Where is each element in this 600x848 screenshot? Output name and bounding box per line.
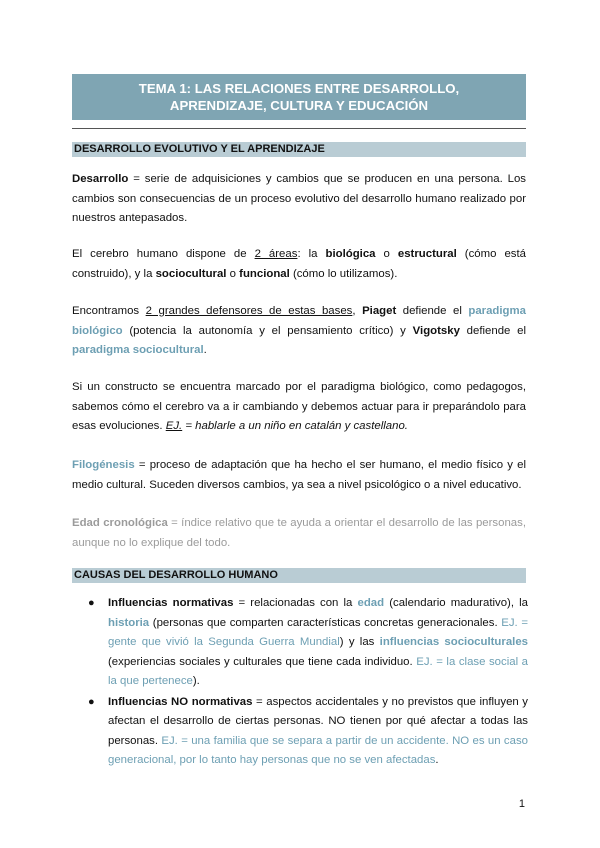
text: . [203,344,207,356]
underlined-text: 2 áreas [254,248,298,260]
paragraph-defensores [72,302,526,361]
title-divider [72,128,526,129]
section-heading-desarrollo: DESARROLLO EVOLUTIVO Y EL APRENDIZAJE [72,142,526,157]
paragraph-edad-cronologica [72,514,526,553]
definition-text: = proceso de adaptación que ha hecho el ser humano, el medio físico y el medio cultural. Suceden diversos cambios, ya sea a nivel psicológico o a nivel educativo. [72,459,526,491]
highlight-term: edad [357,597,385,609]
paragraph-constructo [72,378,526,437]
bullet-icon: ● [88,597,95,609]
text: El cerebro humano dispone de [72,248,255,260]
text: . [435,754,439,766]
title-line-1: TEMA 1: LAS RELACIONES ENTRE DESARROLLO, [138,81,460,96]
paragraph-filogenesis [72,456,526,495]
example-label: EJ. [165,420,183,432]
bold-term: Vigotsky [412,324,460,337]
text: (potencia la autonomía y el pensamiento crítico) y [122,324,413,337]
bullet-icon: ● [88,695,95,708]
highlight-term: paradigma sociocultural [72,344,204,356]
text: (personas que comparten características concretas generacionales. [149,616,502,629]
term-filogenesis: Filogénesis [72,459,135,471]
text: Encontramos [72,305,146,317]
text: Si un constructo se encuentra marcado por el paradigma biológico, como pedagogos, sabemos cómo el cerebro va a ir cambiando y debemos actuar para ir preparándolo para esas evoluciones. [72,381,526,432]
causes-list [88,594,528,772]
text: (calendario madurativo), la [384,597,528,609]
document-title [72,74,526,120]
underlined-text: 2 grandes defensores de estas bases [145,305,353,317]
bold-term: Influencias normativas [108,597,234,609]
bold-term: biológica [325,248,376,260]
example-text: EJ. = la clase social a la que pertenece [108,655,528,687]
text: (cómo está construido), y la [72,248,526,280]
list-item [88,693,528,771]
text: defiende el [396,305,469,317]
highlight-term: historia [108,616,150,629]
highlight-term: paradigma biológico [72,305,526,337]
text: defiende el [459,324,527,337]
definition-text: = serie de adquisiciones y cambios que se producen en una persona. Los cambios son consecuencias de un proceso evolutivo del desarrollo humano realizado por nuestros antepasados. [72,173,526,224]
bold-term: Piaget [362,305,397,317]
bold-term: funcional [239,267,290,280]
text: = relacionadas con la [233,597,358,609]
page-number: 1 [518,798,525,810]
text: = aspectos accidentales y no previstos que influyen y afectan el desarrollo de ciertas personas. NO tienen por qué afectar a todas las personas. [108,695,528,747]
term-edad-cronologica: Edad cronológica [72,517,168,529]
section-heading-causas: CAUSAS DEL DESARROLLO HUMANO [72,568,526,583]
list-item [88,594,528,692]
highlight-term: influencias socioculturales [379,636,528,648]
paragraph-cerebro [72,245,526,284]
bold-term: sociocultural [155,267,227,280]
paragraph-desarrollo [72,170,526,229]
text: o [226,267,240,280]
text: (cómo lo utilizamos). [289,267,398,280]
example-text: EJ. = una familia que se separa a partir de un accidente. NO es un caso generacional, por lo tanto hay personas que no se ven afectadas [108,734,528,766]
text: (experiencias sociales y culturales que tiene cada individuo. [108,655,417,668]
definition-text: = índice relativo que te ayuda a orientar el desarrollo de las personas, aunque no lo explique del todo. [72,517,526,549]
bold-term: Influencias NO normativas [108,695,253,708]
text: ) y las [339,636,380,648]
text: o [375,248,398,260]
example-text: EJ. = gente que vivió la Segunda Guerra Mundial [108,616,528,648]
text: : la [297,248,326,260]
term-desarrollo: Desarrollo [72,173,129,185]
text: , [352,305,363,317]
text: ). [192,675,200,687]
example-text: = hablarle a un niño en catalán y castellano. [182,420,408,432]
bold-term: estructural [397,248,457,260]
title-line-2: APRENDIZAJE, CULTURA Y EDUCACIÓN [169,98,429,113]
